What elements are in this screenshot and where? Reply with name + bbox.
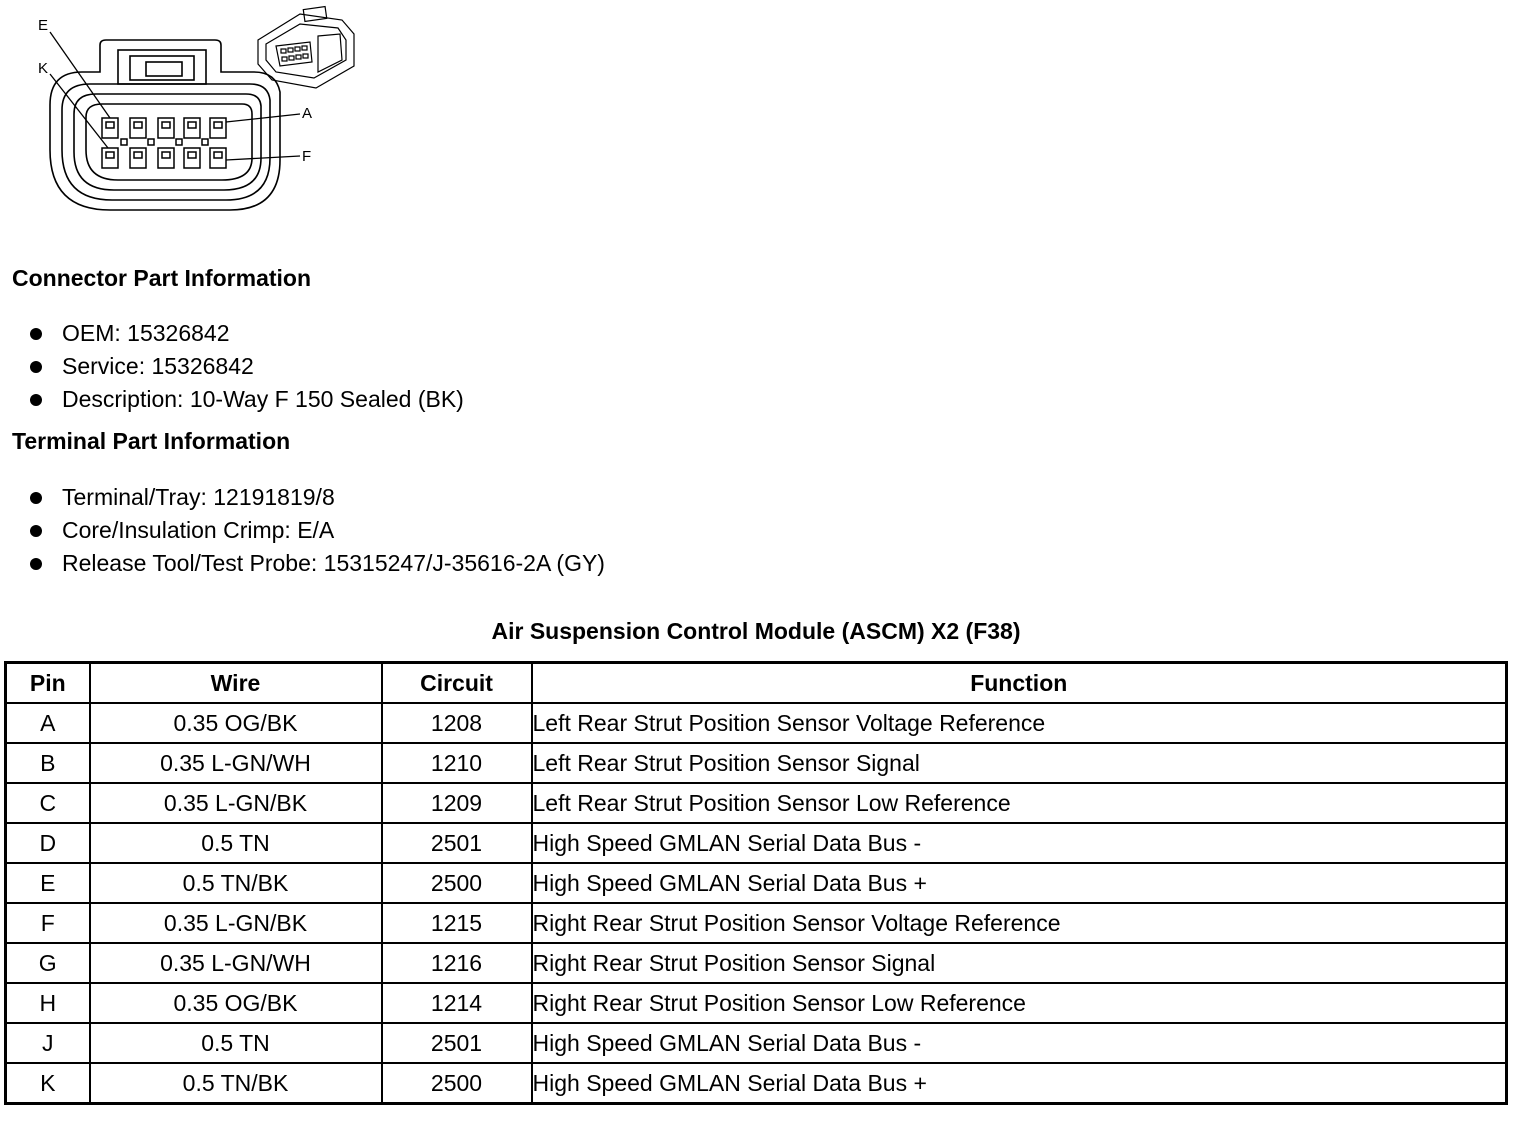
wire-cell: 0.5 TN/BK bbox=[90, 1063, 382, 1104]
function-cell: High Speed GMLAN Serial Data Bus + bbox=[532, 863, 1507, 903]
circuit-cell: 2501 bbox=[382, 1023, 532, 1063]
connector-part-info-heading: Connector Part Information bbox=[12, 265, 312, 291]
pin-cell: J bbox=[6, 1023, 90, 1063]
pin-cell: K bbox=[6, 1063, 90, 1104]
pin-cell: C bbox=[6, 783, 90, 823]
pin-cell: E bbox=[6, 863, 90, 903]
wire-cell: 0.5 TN/BK bbox=[90, 863, 382, 903]
header-pin: Pin bbox=[6, 663, 90, 704]
table-row bbox=[6, 983, 1507, 1023]
wire-cell: 0.35 L-GN/BK bbox=[90, 783, 382, 823]
bullet-icon bbox=[30, 361, 42, 373]
table-row bbox=[6, 1063, 1507, 1104]
terminal-part-info-heading: Terminal Part Information bbox=[12, 428, 291, 454]
terminal-part-info-list bbox=[0, 481, 605, 580]
list-item: Service: 15326842 bbox=[0, 350, 464, 383]
connector-3d-icon bbox=[258, 7, 354, 88]
function-cell: Left Rear Strut Position Sensor Low Reference bbox=[532, 783, 1507, 823]
function-cell: High Speed GMLAN Serial Data Bus + bbox=[532, 1063, 1507, 1104]
table-row bbox=[6, 783, 1507, 823]
connector-diagram bbox=[0, 0, 380, 225]
table-header-row bbox=[6, 663, 1507, 704]
wire-cell: 0.35 OG/BK bbox=[90, 983, 382, 1023]
table-row bbox=[6, 703, 1507, 743]
wire-cell: 0.5 TN bbox=[90, 823, 382, 863]
list-item: Release Tool/Test Probe: 15315247/J-35616-2A (GY) bbox=[0, 547, 605, 580]
table-row bbox=[6, 823, 1507, 863]
table-row bbox=[6, 743, 1507, 783]
bullet-icon bbox=[30, 328, 42, 340]
bullet-icon bbox=[30, 525, 42, 537]
pinout-table bbox=[4, 661, 1508, 1105]
header-wire: Wire bbox=[90, 663, 382, 704]
wire-cell: 0.35 L-GN/WH bbox=[90, 943, 382, 983]
pin-label-e: E bbox=[38, 17, 49, 34]
pin-cell: G bbox=[6, 943, 90, 983]
wire-cell: 0.5 TN bbox=[90, 1023, 382, 1063]
header-function: Function bbox=[532, 663, 1507, 704]
circuit-cell: 2501 bbox=[382, 823, 532, 863]
circuit-cell: 1215 bbox=[382, 903, 532, 943]
pin-label-f: F bbox=[302, 148, 312, 165]
function-cell: Right Rear Strut Position Sensor Signal bbox=[532, 943, 1507, 983]
circuit-cell: 1210 bbox=[382, 743, 532, 783]
bullet-icon bbox=[30, 492, 42, 504]
pin-cell: F bbox=[6, 903, 90, 943]
pin-cell: D bbox=[6, 823, 90, 863]
circuit-cell: 2500 bbox=[382, 1063, 532, 1104]
wire-cell: 0.35 L-GN/WH bbox=[90, 743, 382, 783]
wire-cell: 0.35 OG/BK bbox=[90, 703, 382, 743]
pin-label-k: K bbox=[38, 60, 49, 77]
bullet-icon bbox=[30, 558, 42, 570]
table-row bbox=[6, 903, 1507, 943]
wire-cell: 0.35 L-GN/BK bbox=[90, 903, 382, 943]
function-cell: Right Rear Strut Position Sensor Low Reference bbox=[532, 983, 1507, 1023]
function-cell: Right Rear Strut Position Sensor Voltage Reference bbox=[532, 903, 1507, 943]
header-circuit: Circuit bbox=[382, 663, 532, 704]
pin-cell: B bbox=[6, 743, 90, 783]
table-row bbox=[6, 943, 1507, 983]
circuit-cell: 1209 bbox=[382, 783, 532, 823]
connector-part-info-list bbox=[0, 317, 464, 416]
pin-label-a: A bbox=[302, 105, 313, 122]
function-cell: Left Rear Strut Position Sensor Voltage Reference bbox=[532, 703, 1507, 743]
bullet-icon bbox=[30, 394, 42, 406]
list-item: Description: 10-Way F 150 Sealed (BK) bbox=[0, 383, 464, 416]
list-item: OEM: 15326842 bbox=[0, 317, 464, 350]
table-title: Air Suspension Control Module (ASCM) X2 (F38) bbox=[491, 618, 1021, 644]
table-row bbox=[6, 1023, 1507, 1063]
circuit-cell: 1208 bbox=[382, 703, 532, 743]
function-cell: Left Rear Strut Position Sensor Signal bbox=[532, 743, 1507, 783]
pin-cell: H bbox=[6, 983, 90, 1023]
circuit-cell: 2500 bbox=[382, 863, 532, 903]
list-item: Core/Insulation Crimp: E/A bbox=[0, 514, 605, 547]
pin-cell: A bbox=[6, 703, 90, 743]
function-cell: High Speed GMLAN Serial Data Bus - bbox=[532, 823, 1507, 863]
circuit-cell: 1214 bbox=[382, 983, 532, 1023]
circuit-cell: 1216 bbox=[382, 943, 532, 983]
list-item: Terminal/Tray: 12191819/8 bbox=[0, 481, 605, 514]
function-cell: High Speed GMLAN Serial Data Bus - bbox=[532, 1023, 1507, 1063]
table-row bbox=[6, 863, 1507, 903]
